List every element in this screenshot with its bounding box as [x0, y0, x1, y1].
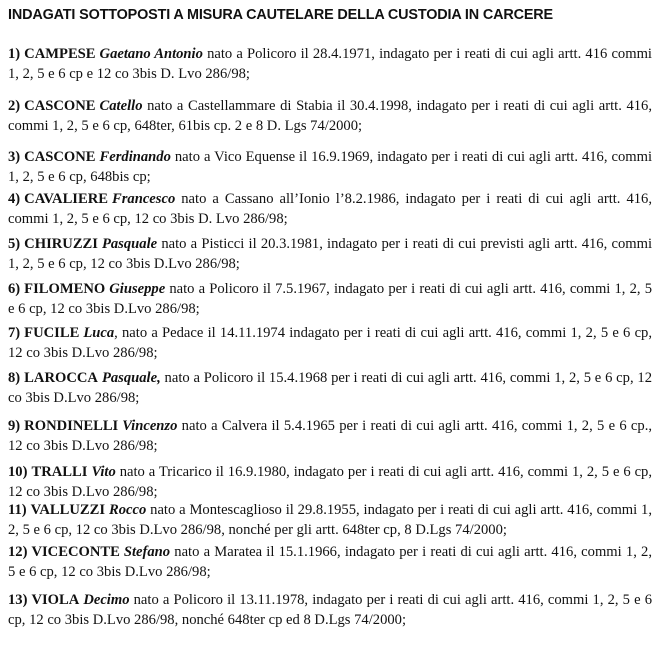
item-number: 1): [8, 46, 21, 62]
item-surname: FUCILE: [24, 325, 80, 341]
item-details: nato a Castellammare di Stabia il 30.4.1998, indagato per i reati di cui agli artt. 416, commi 1, 2, 5 e 6 cp, 648ter, 61bis cp. 2 e 8 D. Lgs 74/2000;: [8, 98, 652, 134]
list-item: [8, 323, 652, 363]
item-given-name: Stefano: [123, 544, 171, 560]
list-item: [8, 590, 652, 630]
item-number: 2): [8, 98, 21, 114]
item-details: nato a Pisticci il 20.3.1981, indagato per i reati di cui previsti agli artt. 416, commi 1, 2, 5 e 6 cp, 12 co 3bis D.Lvo 286/98;: [8, 236, 652, 272]
item-number: 5): [8, 236, 21, 252]
item-given-name: Pasquale: [101, 236, 158, 252]
item-given-name: Giuseppe: [109, 281, 166, 297]
item-surname: VALLUZZI: [30, 502, 106, 518]
list-item: [8, 147, 652, 187]
item-given-name: Luca: [83, 325, 115, 341]
item-number: 7): [8, 325, 21, 341]
list-item: [8, 189, 652, 229]
list-item: [8, 279, 652, 319]
document-title: INDAGATI SOTTOPOSTI A MISURA CAUTELARE DELLA CUSTODIA IN CARCERE: [8, 7, 553, 23]
item-details: nato a Calvera il 5.4.1965 per i reati di cui agli artt. 416, commi 1, 2, 5 e 6 cp., 12 co 3bis D.Lvo 286/98;: [8, 418, 652, 454]
item-given-name: Rocco: [109, 502, 147, 518]
list-item: [8, 416, 652, 456]
list-item: [8, 368, 652, 408]
item-number: 8): [8, 370, 21, 386]
item-number: 3): [8, 149, 21, 165]
item-surname: CAVALIERE: [24, 191, 108, 207]
item-details: nato a Cassano all’Ionio l’8.2.1986, indagato per i reati di cui agli artt. 416, commi 1, 2, 5 e 6 cp, 12 co 3bis D. Lvo 286/98;: [8, 191, 652, 227]
item-surname: CAMPESE: [24, 46, 96, 62]
item-given-name: Catello: [99, 98, 143, 114]
item-number: 6): [8, 281, 21, 297]
list-item: [8, 96, 652, 136]
item-given-name: Vito: [91, 464, 116, 480]
item-given-name: Pasquale,: [101, 370, 161, 386]
item-number: 9): [8, 418, 21, 434]
item-given-name: Francesco: [112, 191, 176, 207]
item-details: nato a Vico Equense il 16.9.1969, indagato per i reati di cui agli artt. 416, commi 1, 2, 5 e 6 cp, 648bis cp;: [8, 149, 652, 185]
item-surname: RONDINELLI: [24, 418, 119, 434]
item-surname: CASCONE: [24, 149, 96, 165]
item-details: nato a Policoro il 28.4.1971, indagato per i reati di cui agli artt. 416 commi 1, 2, 5 e 6 cp e 12 co 3bis D. Lvo 286/98;: [8, 46, 652, 82]
item-given-name: Ferdinando: [99, 149, 171, 165]
item-details: nato a Maratea il 15.1.1966, indagato per i reati di cui agli artt. 416, commi 1, 2, 5 e 6 cp, 12 co 3bis D.Lvo 286/98;: [8, 544, 652, 580]
item-details: nato a Policoro il 15.4.1968 per i reati di cui agli artt. 416, commi 1, 2, 5 e 6 cp, 12 co 3bis D.Lvo 286/98;: [8, 370, 652, 406]
item-given-name: Decimo: [83, 592, 130, 608]
item-details: , nato a Pedace il 14.11.1974 indagato per i reati di cui agli artt. 416, commi 1, 2, 5 e 6 cp, 12 co 3bis D.Lvo 286/98;: [8, 325, 652, 361]
item-surname: VICECONTE: [31, 544, 120, 560]
item-surname: VIOLA: [31, 592, 80, 608]
item-number: 12): [8, 544, 28, 560]
item-surname: LAROCCA: [24, 370, 98, 386]
item-number: 13): [8, 592, 28, 608]
item-details: nato a Tricarico il 16.9.1980, indagato per i reati di cui agli artt. 416, commi 1, 2, 5 e 6 cp, 12 co 3bis D.Lvo 286/98;: [8, 464, 652, 500]
item-number: 10): [8, 464, 28, 480]
list-item: [8, 44, 652, 84]
item-number: 4): [8, 191, 21, 207]
item-given-name: Vincenzo: [122, 418, 178, 434]
item-details: nato a Policoro il 7.5.1967, indagato per i reati di cui agli artt. 416, commi 1, 2, 5 e 6 cp, 12 co 3bis D.Lvo 286/98;: [8, 281, 652, 317]
list-item: [8, 234, 652, 274]
list-item: [8, 462, 652, 502]
item-surname: CASCONE: [24, 98, 96, 114]
item-details: nato a Policoro il 13.11.1978, indagato per i reati di cui agli artt. 416, commi 1, 2, 5 e 6 cp, 12 co 3bis D.Lvo 286/98, nonché 648ter cp ed 8 D.Lgs 74/2000;: [8, 592, 652, 628]
list-item: [8, 542, 652, 582]
item-details: nato a Montescaglioso il 29.8.1955, indagato per i reati di cui agli artt. 416, commi 1, 2, 5 e 6 cp, 12 co 3bis D.Lvo 286/98, nonché per gli artt. 648ter cp, 8 D.Lgs 74/2000;: [8, 502, 652, 538]
item-number: 11): [8, 502, 27, 518]
list-item: [8, 500, 652, 540]
item-given-name: Gaetano Antonio: [99, 46, 203, 62]
item-surname: TRALLI: [31, 464, 88, 480]
item-surname: CHIRUZZI: [24, 236, 98, 252]
item-surname: FILOMENO: [24, 281, 106, 297]
